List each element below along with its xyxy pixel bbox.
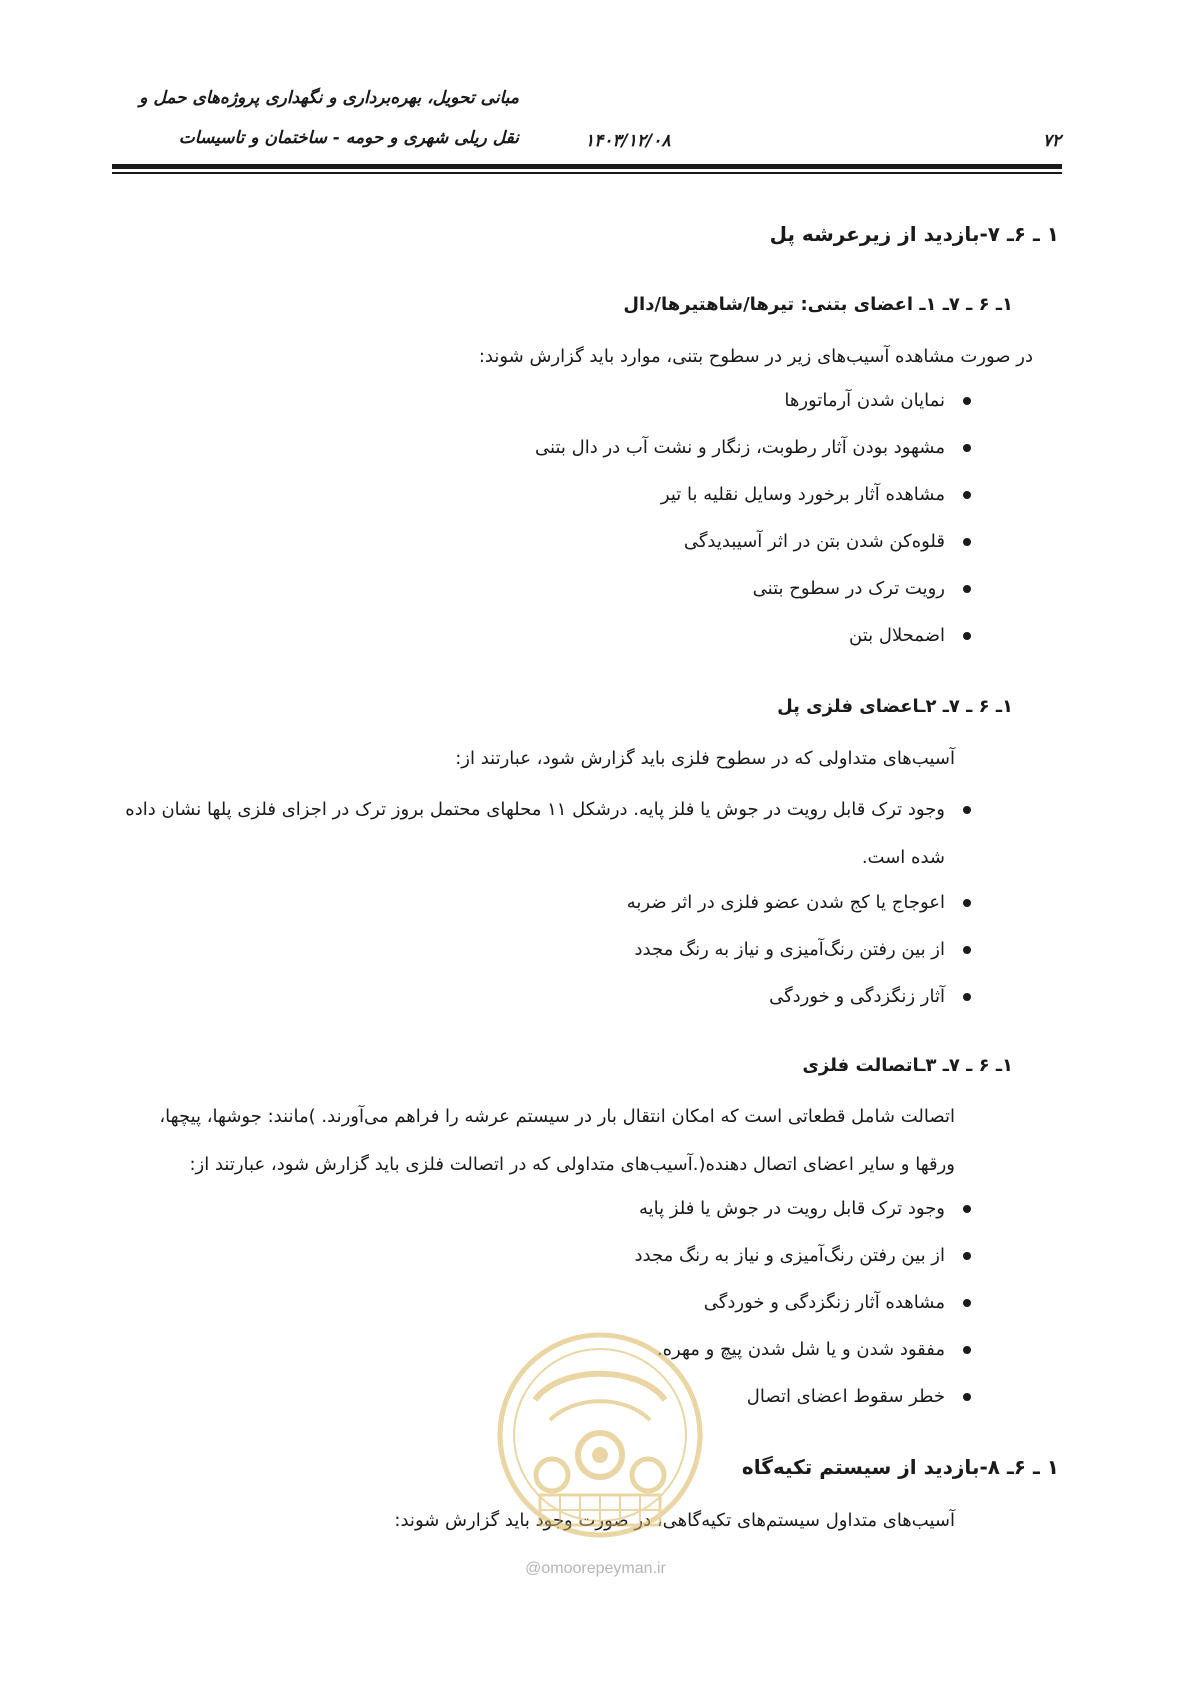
list-item: مشاهده آثار زنگزدگی و خوردگی <box>704 1292 971 1313</box>
watermark-url: @omoorepeyman.ir <box>525 1560 666 1577</box>
paragraph: اتصالت شامل قطعاتی است که امکان انتقال بار در سیستم عرشه را فراهم می‌آورند. )مانند: جوشها، پیچها، <box>159 1106 955 1127</box>
bullet-icon <box>963 806 971 814</box>
header-rule-thick <box>112 164 1062 169</box>
bullet-icon <box>963 899 971 907</box>
bullet-icon <box>963 444 971 452</box>
list-item: از بین رفتن رنگ‌آمیزی و نیاز به رنگ مجدد <box>635 1245 971 1266</box>
list-item: رویت ترک در سطوح بتنی <box>753 578 971 599</box>
paragraph: ورقها و سایر اعضای اتصال دهنده(.آسیب‌های متداولی که در اتصالت فلزی باید گزارش شود، عبارتند از: <box>189 1154 955 1175</box>
list-item: قلوه‌کن شدن بتن در اثر آسیبدیدگی <box>684 531 971 552</box>
list-item: مشاهده آثار برخورد وسایل نقلیه با تیر <box>661 484 971 505</box>
list-item: از بین رفتن رنگ‌آمیزی و نیاز به رنگ مجدد <box>635 939 971 960</box>
page-number: ۷۲ <box>1042 131 1061 151</box>
header-title-line1: مبانی تحویل، بهره‌برداری و نگهداری پروژه‌های حمل و <box>139 88 519 108</box>
subsection-heading: ۱ـ ۶ ـ ۷ـ ۲ـاعضای فلزی پل <box>777 696 1013 717</box>
bullet-icon <box>963 1252 971 1260</box>
bullet-icon <box>963 1299 971 1307</box>
subsection-heading: ۱ـ ۶ ـ ۷ـ ۱ـ اعضای بتنی: تیرها/شاهتیرها/دال <box>623 294 1013 315</box>
bullet-icon <box>963 632 971 640</box>
list-item: وجود ترک قابل رویت در جوش یا فلز پایه <box>639 1198 971 1219</box>
bullet-icon <box>963 538 971 546</box>
watermark-seal-icon <box>490 1325 710 1545</box>
paragraph: در صورت مشاهده آسیب‌های زیر در سطوح بتنی، موارد باید گزارش شوند: <box>478 346 1033 367</box>
bullet-icon <box>963 1393 971 1401</box>
section-heading: ۱ ـ ۶ـ ۷-بازدید از زیرعرشه پل <box>769 222 1059 246</box>
paragraph: آسیب‌های متداول سیستم‌های تکیه‌گاهی، در صورت وجود باید گزارش شوند: <box>394 1510 955 1531</box>
list-item: وجود ترک قابل رویت در جوش یا فلز پایه. درشکل ۱۱ محلهای محتمل بروز ترک در اجزای فلزی پلها نشان داده شده است. <box>121 786 971 882</box>
bullet-icon <box>963 1205 971 1213</box>
list-item: اضمحلال بتن <box>849 625 971 646</box>
bullet-icon <box>963 993 971 1001</box>
header-date: ۱۴۰۳/۱۲/۰۸ <box>585 131 671 151</box>
bullet-icon <box>963 585 971 593</box>
bullet-icon <box>963 1346 971 1354</box>
subsection-heading: ۱ـ ۶ ـ ۷ـ ۳ـاتصالت فلزی <box>802 1055 1013 1076</box>
header-title-line2: نقل ریلی شهری و حومه - ساختمان و تاسیسات <box>178 128 519 148</box>
bullet-icon <box>963 946 971 954</box>
list-item: آثار زنگزدگی و خوردگی <box>769 986 971 1007</box>
list-item: خطر سقوط اعضای اتصال <box>747 1386 971 1407</box>
paragraph: آسیب‌های متداولی که در سطوح فلزی باید گزارش شود، عبارتند از: <box>455 748 955 769</box>
section-heading: ۱ ـ ۶ـ ۸-بازدید از سیستم تکیه‌گاه <box>741 1455 1059 1479</box>
list-item: اعوجاج یا کج شدن عضو فلزی در اثر ضربه <box>627 892 971 913</box>
list-item: مفقود شدن و یا شل شدن پیچ و مهره. <box>657 1339 971 1360</box>
header-rule-thin <box>112 172 1062 174</box>
bullet-icon <box>963 491 971 499</box>
list-item: نمایان شدن آرماتورها <box>784 390 971 411</box>
list-item: مشهود بودن آثار رطوبت، زنگار و نشت آب در دال بتنی <box>535 437 971 458</box>
bullet-icon <box>963 397 971 405</box>
